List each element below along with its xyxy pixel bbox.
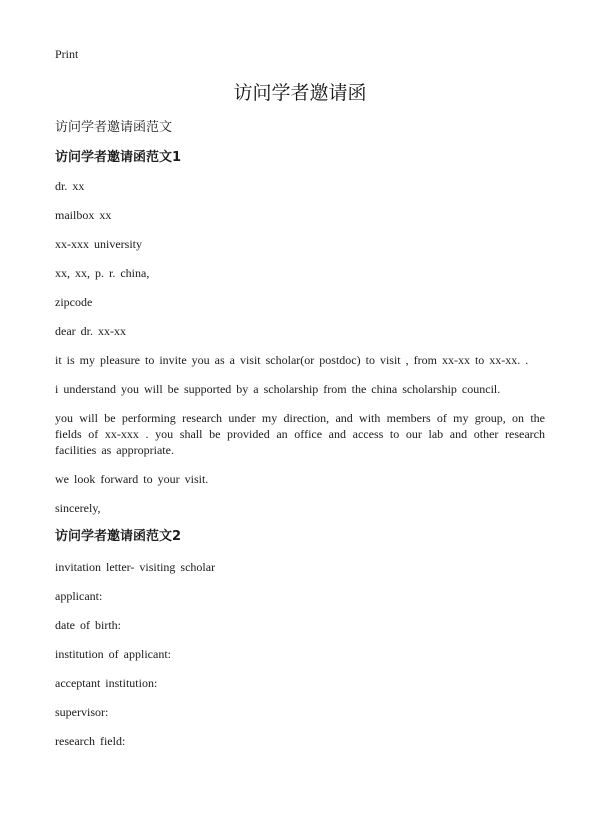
page-title: 访问学者邀请函 [233, 82, 367, 104]
form-field-label: date of birth: [55, 618, 121, 632]
letter-paragraph: i understand you will be supported by a scholarship from the china scholarship council. [55, 382, 501, 396]
recipient-university: xx-xxx university [55, 237, 142, 251]
letter-paragraph: it is my pleasure to invite you as a visit scholar(or postdoc) to visit , from xx-xx to xx-xx. . [55, 353, 529, 367]
recipient-address: xx, xx, p. r. china, [55, 266, 150, 280]
form-field-label: institution of applicant: [55, 647, 171, 661]
recipient-mailbox: mailbox xx [55, 208, 112, 222]
closing: sincerely, [55, 501, 101, 515]
letter-paragraph: we look forward to your visit. [55, 472, 209, 486]
section-2-heading: 访问学者邀请函范文2 [55, 529, 182, 544]
form-field-label: supervisor: [55, 705, 109, 719]
recipient-name: dr. xx [55, 179, 85, 193]
form-field-label: acceptant institution: [55, 676, 158, 690]
document-subtitle: 访问学者邀请函范文 [55, 120, 173, 135]
document-body [55, 120, 545, 762]
form-field-label: applicant: [55, 589, 103, 603]
recipient-zipcode: zipcode [55, 295, 93, 309]
section-1-heading: 访问学者邀请函范文1 [55, 150, 182, 165]
letter-paragraph: you will be performing research under my direction, and with members of my group, on the fields of xx-xxx . you shall be provided an office and access to our lab and other research facilities as appropriate. [55, 411, 545, 457]
salutation: dear dr. xx-xx [55, 324, 126, 338]
form-field-label: invitation letter- visiting scholar [55, 560, 216, 574]
print-link[interactable]: Print [55, 47, 79, 61]
form-field-label: research field: [55, 734, 126, 748]
